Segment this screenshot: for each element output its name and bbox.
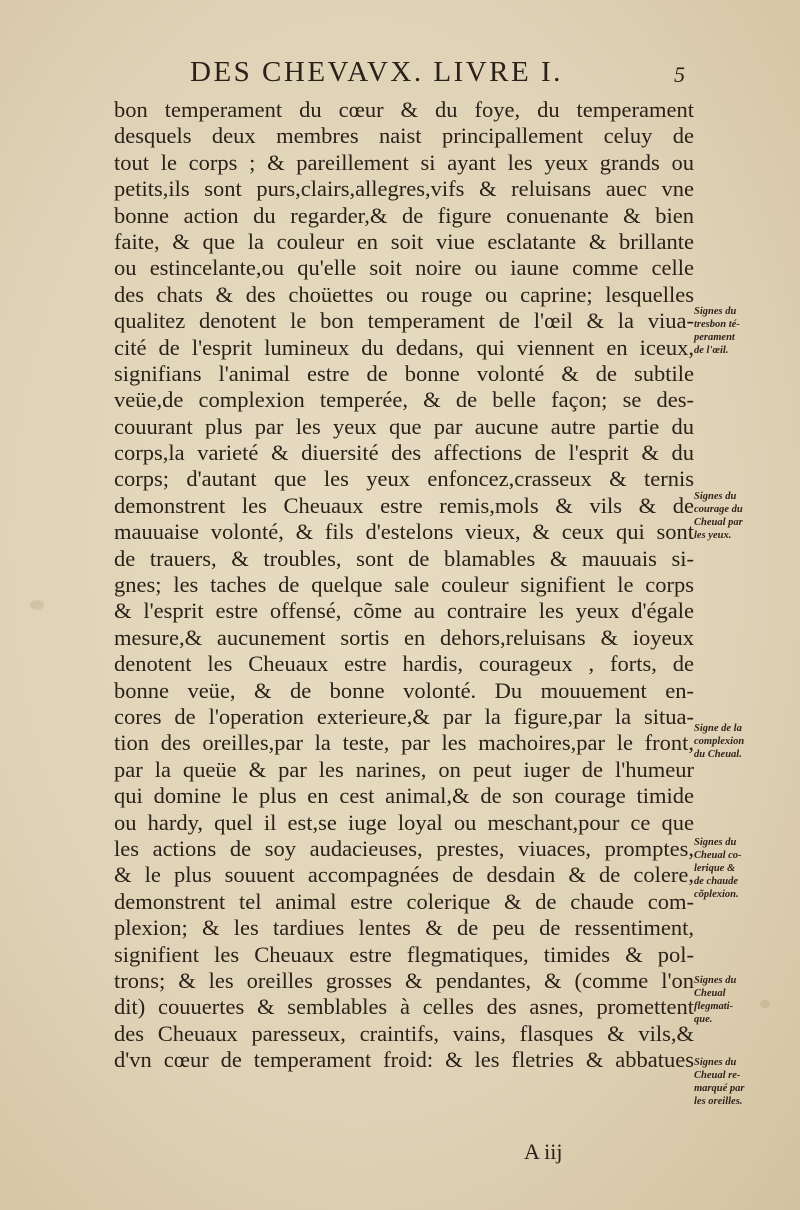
text-line: desquels deux membres naist principallement celuy de [114, 123, 694, 149]
text-line: dit) couuertes & semblables à celles des asnes, promettent [114, 994, 694, 1020]
text-line: corps; d'autant que les yeux enfoncez,crasseux & ternis [114, 466, 694, 492]
text-line: veüe,de complexion temperée, & de belle façon; se des- [114, 387, 694, 413]
text-line: tout le corps ; & pareillement si ayant les yeux grands ou [114, 149, 694, 175]
margin-note-ears: Signes du Cheual re- marqué par les oreilles. [694, 1057, 745, 1107]
margin-note-phlegmatic: Signes du Cheual flegmati- que. [694, 975, 737, 1025]
body-text [114, 97, 694, 1073]
text-line: par la queüe & par les narines, on peut iuger de l'humeur [114, 756, 694, 782]
text-line: bon temperament du cœur & du foye, du temperament [114, 97, 694, 122]
text-line: cité de l'esprit lumineux du dedans, qui viennent en iceux, [114, 334, 694, 360]
text-line: qui domine le plus en cest animal,& de son courage timide [114, 783, 694, 809]
margin-note-choleric: Signes du Cheual co- lerique & de chaude cõplexion. [694, 837, 742, 900]
margin-note-eye-temperament: Signes du tresbon té- perament de l'œil. [694, 306, 740, 356]
text-line: trons; & les oreilles grosses & pendantes, & (comme l'on [114, 967, 694, 993]
text-line: ou estincelante,ou qu'elle soit noire ou iaune comme celle [114, 255, 694, 281]
text-line: des Cheuaux paresseux, craintifs, vains, flasques & vils,& [114, 1020, 694, 1046]
text-line: signifient les Cheuaux estre flegmatiques, timides & pol- [114, 941, 694, 967]
text-line: qualitez denotent le bon temperament de l'œil & la viua- [114, 308, 694, 334]
text-line: demonstrent les Cheuaux estre remis,mols & vils & de [114, 492, 694, 518]
text-line: couurant plus par les yeux que par aucune autre partie du [114, 413, 694, 439]
text-line: des chats & des choüettes ou rouge ou caprine; lesquelles [114, 281, 694, 307]
text-line: de trauers, & troubles, sont de blamables & mauuais si- [114, 545, 694, 571]
text-line: demonstrent tel animal estre colerique & de chaude com- [114, 888, 694, 914]
text-line: bonne veüe, & de bonne volonté. Du mouuement en- [114, 677, 694, 703]
signature-mark: A iij [524, 1139, 563, 1164]
text-line: bonne action du regarder,& de figure conuenante & bien [114, 202, 694, 228]
text-line: & l'esprit estre offensé, cõme au contraire les yeux d'égale [114, 598, 694, 624]
page-number: 5 [674, 62, 685, 87]
text-line: signifians l'animal estre de bonne volonté & de subtile [114, 360, 694, 386]
text-line: les actions de soy audacieuses, prestes, viuaces, promptes, [114, 835, 694, 861]
running-title: DES CHEVAVX. LIVRE I. [190, 56, 563, 88]
text-line: d'vn cœur de temperament froid: & les fletries & abbatues [114, 1047, 694, 1073]
text-line: cores de l'operation exterieure,& par la figure,par la situa- [114, 703, 694, 729]
margin-note-courage-eyes: Signes du courage du Cheual par les yeux. [694, 491, 743, 541]
page-header [0, 56, 800, 96]
text-line: gnes; les taches de quelque sale couleur signifient le corps [114, 572, 694, 598]
text-line: ou hardy, quel il est,se iuge loyal ou meschant,pour ce que [114, 809, 694, 835]
text-line: mauuaise volonté, & fils d'estelons vieux, & ceux qui sont [114, 519, 694, 545]
text-line: petits,ils sont purs,clairs,allegres,vifs & reluisans auec vne [114, 176, 694, 202]
text-line: & le plus souuent accompagnées de desdain & de colere, [114, 862, 694, 888]
text-line: tion des oreilles,par la teste, par les machoires,par le front, [114, 730, 694, 756]
text-line: faite, & que la couleur en soit viue esclatante & brillante [114, 228, 694, 254]
paper-stain [30, 600, 44, 610]
text-line: mesure,& aucunement sortis en dehors,reluisans & ioyeux [114, 624, 694, 650]
text-line: corps,la varieté & diuersité des affections de l'esprit & du [114, 440, 694, 466]
text-line: denotent les Cheuaux estre hardis, courageux , forts, de [114, 651, 694, 677]
margin-note-complexion: Signe de la complexion du Cheual. [694, 723, 745, 760]
text-line: plexion; & les tardiues lentes & de peu de ressentiment, [114, 915, 694, 941]
